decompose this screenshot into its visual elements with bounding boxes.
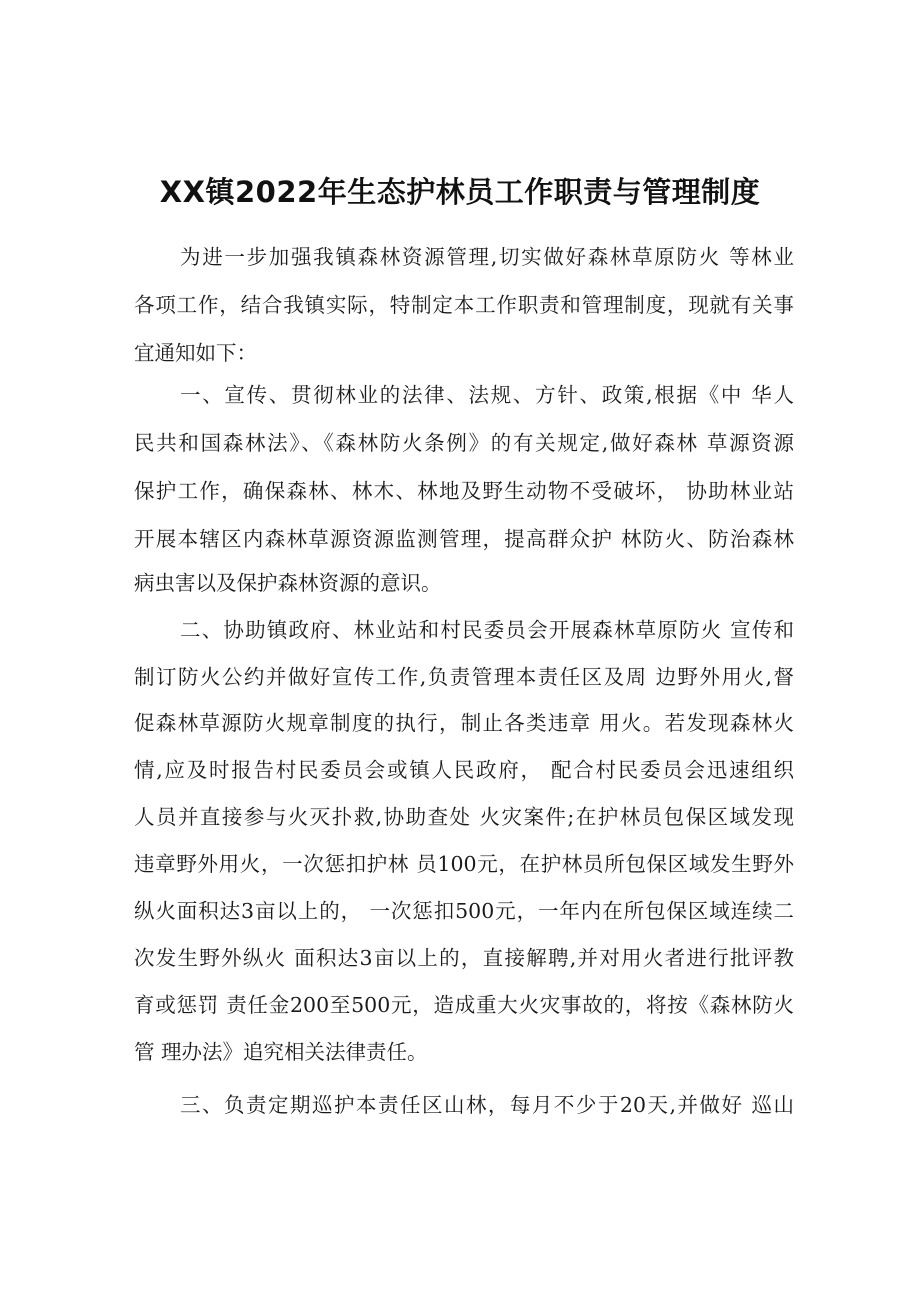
paragraph-line: 病虫害以及保护森林资源的意识。 (134, 571, 442, 595)
paragraph-line: 二、协助镇政府、林业站和村民委员会开展森林草原防火 宣传和 (180, 618, 794, 642)
paragraph-line: 各项工作，结合我镇实际，特制定本工作职责和管理制度，现就有关事 (134, 293, 794, 317)
paragraph-line: 开展本辖区内森林草源资源监测管理，提高群众护 林防火、防治森林 (134, 527, 794, 551)
paragraph-line: 宜通知如下： (134, 341, 257, 365)
paragraph-line: 育或惩罚 责任金200至500元，造成重大火灾事故的，将按《森林防火 (134, 993, 794, 1017)
paragraph-line: 保护工作，确保森林、林木、林地及野生动物不受破坏， 协助林业站 (134, 479, 794, 503)
paragraph-line: 管 理办法》追究相关法律责任。 (134, 1040, 428, 1064)
paragraph-line: 一、宣传、贯彻林业的法律、法规、方针、政策,根据《中 华人 (180, 383, 794, 407)
document-title: XX镇2022年生态护林员工作职责与管理制度 (159, 175, 761, 209)
paragraph-line: 促森林草源防火规章制度的执行，制止各类违章 用火。若发现森林火 (134, 711, 794, 735)
paragraph-line: 民共和国森林法》、《森林防火条例》的有关规定,做好森林 草源资源 (134, 431, 794, 455)
paragraph-line: 情,应及时报告村民委员会或镇人民政府， 配合村民委员会迅速组织 (134, 758, 794, 782)
paragraph-line: 次发生野外纵火 面积达3亩以上的，直接解聘,并对用火者进行批评教 (134, 946, 794, 970)
paragraph-line: 三、负责定期巡护本责任区山林，每月不少于20天,并做好 巡山 (180, 1093, 794, 1117)
paragraph-line: 纵火面积达3亩以上的， 一次惩扣500元，一年内在所包保区域连续二 (134, 899, 794, 923)
paragraph-line: 制订防火公约并做好宣传工作,负责管理本责任区及周 边野外用火,督 (134, 665, 794, 689)
paragraph-line: 违章野外用火，一次惩扣护林 员100元，在护林员所包保区域发生野外 (134, 852, 794, 876)
paragraph-line: 为进一步加强我镇森林资源管理,切实做好森林草原防火 等林业 (180, 245, 794, 269)
paragraph-line: 人员并直接参与火灭扑救,协助查处 火灾案件;在护林员包保区域发现 (134, 805, 794, 829)
